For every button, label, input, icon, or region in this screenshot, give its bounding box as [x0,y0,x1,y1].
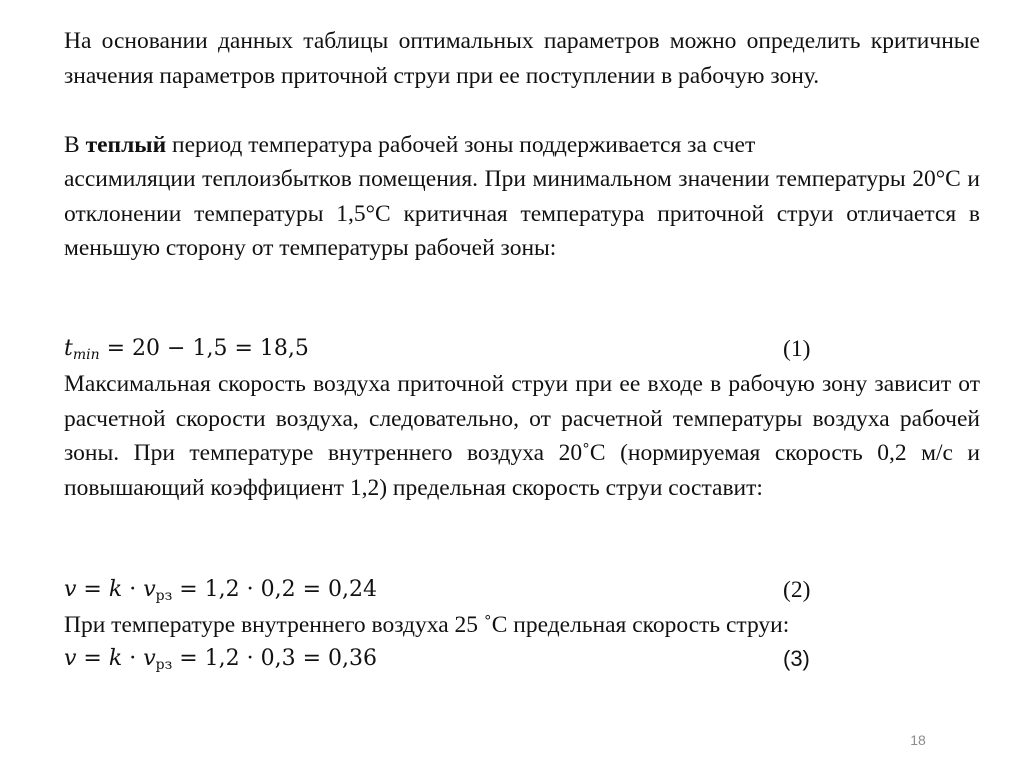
warm-period-line [64,128,980,163]
page-number: 18 [910,732,926,748]
equation-1-number: (1) [783,336,811,362]
equation-3-number: (3) [783,646,810,671]
equation-2: $v = k \cdot v_{рз} = 1,2 \cdot 0,2 = 0,24$ [64,577,378,604]
warm-period-paragraph: ассимиляции теплоизбытков помещения. При минимальном значении температуры 20°С и отклонении температуры 1,5°С критичная температура приточной струи отличается в меньшую сторону от температуры рабочей зоны: [64,166,980,261]
max-speed-paragraph: Максимальная скорость воздуха приточной струи при ее входе в рабочую зону зависит от расчетной скорости воздуха, следовательно, от расчетной температуры воздуха рабочей зоны. При температуре внутреннего воздуха 20˚С (нормируемая скорость 0,2 м/с и повышающий коэффициент 1,2) предельная скорость струи составит: [64,371,980,501]
equation-3: $v = k \cdot v_{рз} = 1,2 \cdot 0,3 = 0,36$ [64,646,378,673]
warm-rest: период температура рабочей зоны поддерживается за счет [166,132,756,158]
equation-1: $t_{min} = 20 - 1,5 = 18,5$ [64,336,309,363]
temp25-line: При температуре внутреннего воздуха 25 ˚С предельная скорость струи: [64,612,790,638]
warm-prefix: В [64,132,86,158]
intro-paragraph: На основании данных таблицы оптимальных параметров можно определить критичные значения параметров приточной струи при ее поступлении в рабочую зону. [64,28,980,89]
warm-bold-word: теплый [85,132,167,158]
equation-2-number: (2) [783,577,811,603]
